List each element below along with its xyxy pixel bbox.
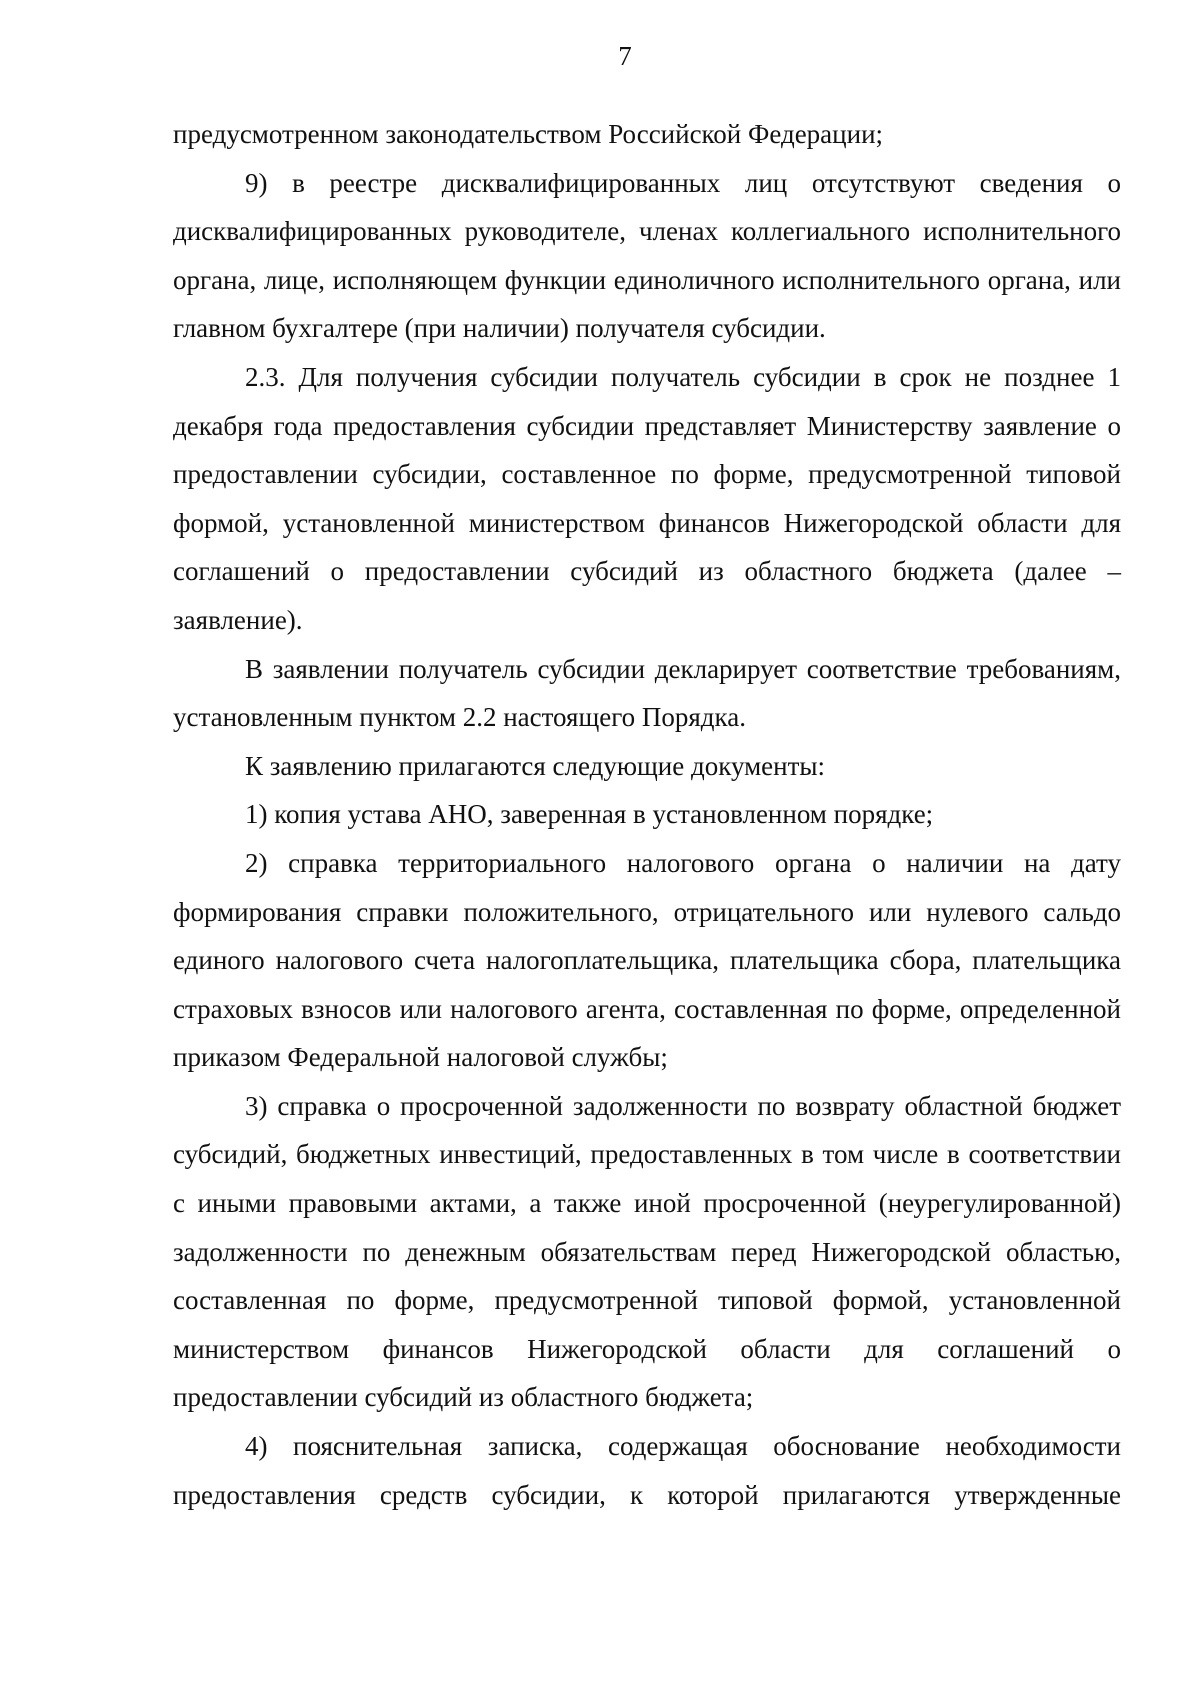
paragraph: В заявлении получатель субсидии декларирует соответствие требованиям, установленным пунктом 2.2 настоящего Порядка. [173, 653, 1121, 733]
document-body [173, 110, 1121, 1519]
paragraph: 1) копия устава АНО, заверенная в установленном порядке; [245, 799, 934, 830]
paragraph: 2.3. Для получения субсидии получатель субсидии в срок не позднее 1 декабря года предоставления субсидии представляет Министерству заявление о предоставлении субсидии, составленное по форме, предусмотренной типовой формой, установленной министерством финансов Нижегородской области для соглашений о предоставлении субсидий из областного бюджета (далее – заявление). [173, 361, 1121, 635]
paragraph: К заявлению прилагаются следующие документы: [245, 750, 826, 781]
paragraph: предусмотренном законодательством Российской Федерации; [173, 119, 884, 149]
paragraph: 9) в реестре дисквалифицированных лиц отсутствуют сведения о дисквалифицированных руководителе, членах коллегиального исполнительного органа, лице, исполняющем функции единоличного исполнительного органа, или главном бухгалтере (при наличии) получателя субсидии. [173, 167, 1121, 344]
paragraph: 3) справка о просроченной задолженности по возврату областной бюджет субсидий, бюджетных инвестиций, предоставленных в том числе в соответствии с иными правовыми актами, а также иной просроченной (неурегулированной) задолженности по денежным обязательствам перед Нижегородской областью, составленная по форме, предусмотренной типовой формой, установленной министерством финансов Нижегородской области для соглашений о предоставлении субсидий из областного бюджета; [173, 1090, 1121, 1413]
paragraph: 2) справка территориального налогового органа о наличии на дату формирования справки положительного, отрицательного или нулевого сальдо единого налогового счета налогоплательщика, плательщика сбора, плательщика страховых взносов или налогового агента, составленная по форме, определенной приказом Федеральной налоговой службы; [173, 847, 1121, 1073]
paragraph: 4) пояснительная записка, содержащая обоснование необходимости предоставления средств субсидии, к которой прилагаются утвержденные [173, 1431, 1121, 1510]
page-number: 7 [618, 41, 632, 71]
